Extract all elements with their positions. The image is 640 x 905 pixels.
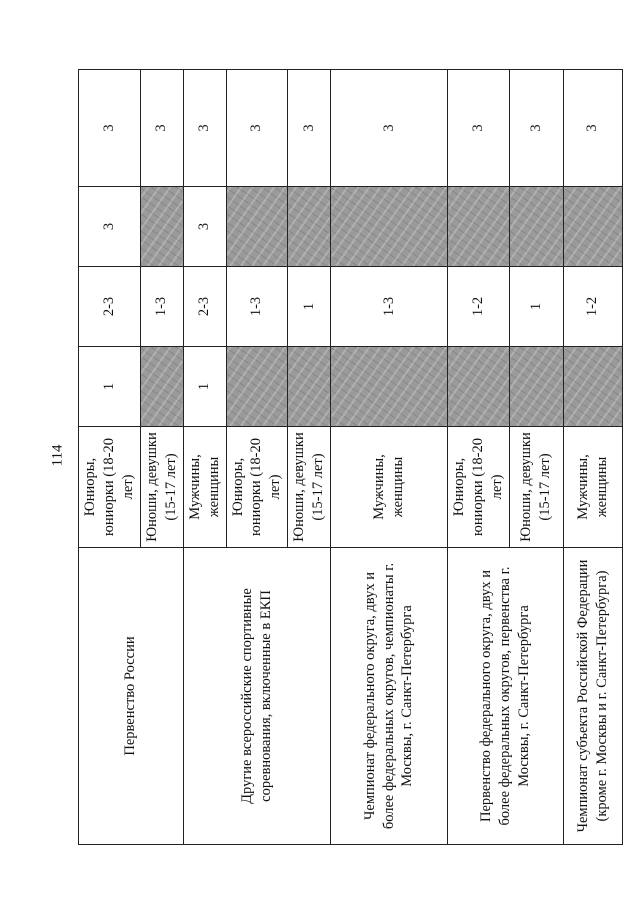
- value-cell: 3: [331, 70, 448, 187]
- qualification-table: [78, 69, 623, 845]
- value-cell: 3: [226, 70, 288, 187]
- value-cell: 1: [288, 267, 331, 347]
- group-cell: Юниоры, юниорки (18-20 лет): [79, 427, 141, 548]
- value-cell: 3: [448, 70, 510, 187]
- group-cell: Юноши, девушки (15-17 лет): [509, 427, 563, 548]
- value-cell: 1-2: [448, 267, 510, 347]
- value-cell: 3: [183, 70, 226, 187]
- value-cell: 2-3: [79, 267, 141, 347]
- shaded-cell: [563, 187, 622, 267]
- value-cell: 3: [288, 70, 331, 187]
- rotated-table-wrapper: [78, 70, 610, 845]
- page-number: 114: [49, 444, 66, 467]
- value-cell: 1: [79, 347, 141, 427]
- group-cell: Юниоры, юниорки (18-20 лет): [226, 427, 288, 548]
- value-cell: 1-3: [140, 267, 183, 347]
- shaded-cell: [509, 347, 563, 427]
- shaded-cell: [140, 187, 183, 267]
- event-cell: Другие всероссийские спортивные соревнования, включенные в ЕКП: [183, 548, 331, 845]
- value-cell: 3: [140, 70, 183, 187]
- shaded-cell: [448, 187, 510, 267]
- value-cell: 3: [183, 187, 226, 267]
- group-cell: Юноши, девушки (15-17 лет): [140, 427, 183, 548]
- group-cell: Юноши, девушки (15-17 лет): [288, 427, 331, 548]
- shaded-cell: [288, 187, 331, 267]
- value-cell: 1: [183, 347, 226, 427]
- event-cell: Чемпионат федерального округа, двух и более федеральных округов, чемпионаты г. Москвы, г. Санкт-Петербурга: [331, 548, 448, 845]
- event-cell: Первенство России: [79, 548, 184, 845]
- table-row: [331, 70, 448, 845]
- group-cell: Мужчины, женщины: [183, 427, 226, 548]
- shaded-cell: [331, 347, 448, 427]
- table-row: [563, 70, 622, 845]
- event-cell: Чемпионат субъекта Российской Федерации (кроме г. Москвы и г. Санкт-Петербурга): [563, 548, 622, 845]
- value-cell: 2-3: [183, 267, 226, 347]
- shaded-cell: [509, 187, 563, 267]
- shaded-cell: [226, 187, 288, 267]
- value-cell: 3: [509, 70, 563, 187]
- value-cell: 3: [563, 70, 622, 187]
- value-cell: 1-3: [226, 267, 288, 347]
- value-cell: 3: [79, 70, 141, 187]
- event-cell: Первенство федерального округа, двух и более федеральных округов, первенства г. Москвы, г. Санкт-Петербурга: [448, 548, 564, 845]
- value-cell: 3: [79, 187, 141, 267]
- shaded-cell: [563, 347, 622, 427]
- table-row: [448, 70, 510, 845]
- value-cell: 1-3: [331, 267, 448, 347]
- shaded-cell: [288, 347, 331, 427]
- table-row: [79, 70, 141, 845]
- shaded-cell: [448, 347, 510, 427]
- group-cell: Мужчины, женщины: [563, 427, 622, 548]
- table-row: [183, 70, 226, 845]
- value-cell: 1: [509, 267, 563, 347]
- shaded-cell: [226, 347, 288, 427]
- group-cell: Юниоры, юниорки (18-20 лет): [448, 427, 510, 548]
- value-cell: 1-2: [563, 267, 622, 347]
- shaded-cell: [140, 347, 183, 427]
- shaded-cell: [331, 187, 448, 267]
- group-cell: Мужчины, женщины: [331, 427, 448, 548]
